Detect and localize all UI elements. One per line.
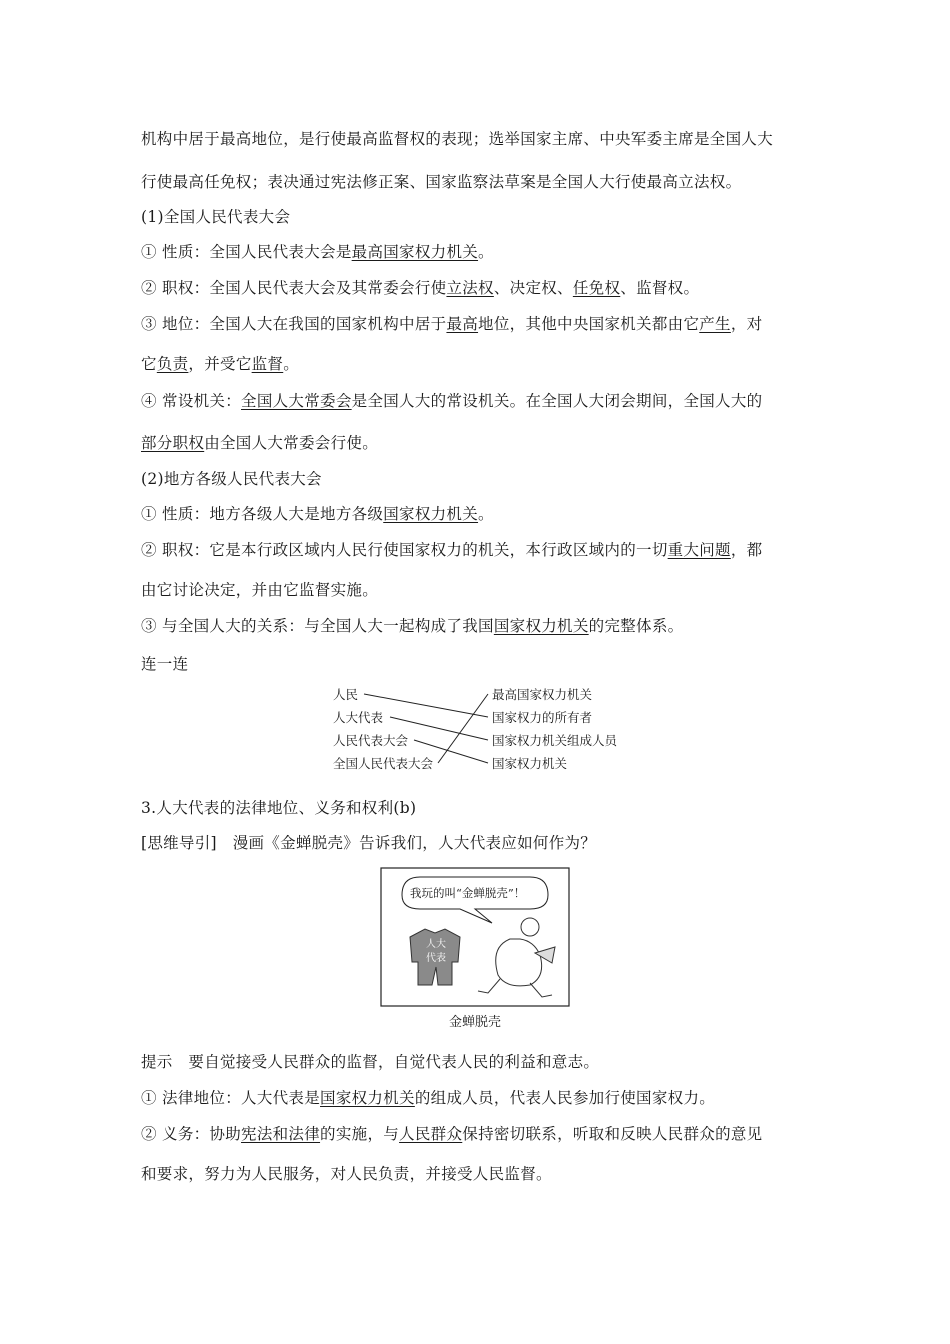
thinking-guide: [思维导引] 漫画《金蝉脱壳》告诉我们，人大代表应如何作为？ xyxy=(141,834,597,852)
match-line xyxy=(364,694,488,717)
answer-blank: 国家权力机关 xyxy=(320,1089,415,1107)
s1-status-line-2 xyxy=(141,352,299,374)
text: ③ 地位：全国人大在我国的国家机构中居于 xyxy=(141,315,447,333)
match-right-3: 国家权力机关组成人员 xyxy=(492,733,618,748)
text: ① 性质：地方各级人大是地方各级 xyxy=(141,505,384,523)
match-line xyxy=(390,717,488,740)
s2-nature xyxy=(141,502,494,524)
answer-blank: 宪法和法律 xyxy=(241,1125,321,1143)
text: 、决定权、 xyxy=(493,279,573,297)
s3-duties-line-2: 和要求，努力为人民服务，对人民负责，并接受人民监督。 xyxy=(141,1165,552,1183)
s1-status-line-1 xyxy=(141,312,762,334)
answer-blank: 产生 xyxy=(699,315,731,333)
intro-line-1: 机构中居于最高地位，是行使最高监督权的表现；选举国家主席、中央军委主席是全国人大 xyxy=(141,130,774,148)
text: ② 义务：协助 xyxy=(141,1125,242,1143)
text: 由全国人大常委会行使。 xyxy=(204,434,379,452)
cartoon-caption: 金蝉脱壳 xyxy=(449,1015,502,1030)
text: 。 xyxy=(283,355,300,373)
text: 保持密切联系，听取和反映人民群众的意见 xyxy=(462,1125,763,1143)
match-lines xyxy=(330,683,630,779)
s3-legal-status xyxy=(141,1086,715,1108)
answer-blank: 人民群众 xyxy=(399,1125,463,1143)
text: 、监督权。 xyxy=(620,279,700,297)
match-left-3: 人民代表大会 xyxy=(333,733,409,748)
match-left-1: 人民 xyxy=(333,687,359,702)
text: 。 xyxy=(478,505,494,523)
s2-powers-line-1 xyxy=(141,538,762,560)
text: 的完整体系。 xyxy=(588,617,684,635)
intro-line-2: 行使最高任免权；表决通过宪法修正案、国家监察法草案是全国人大行使最高立法权。 xyxy=(141,173,742,191)
text: ④ 常设机关： xyxy=(141,392,242,410)
text: ③ 与全国人大的关系：与全国人大一起构成了我国 xyxy=(141,617,494,635)
text: ，对 xyxy=(730,315,763,333)
text: 的实施，与 xyxy=(320,1125,400,1143)
match-label: 连一连 xyxy=(141,655,189,673)
text: 的组成人员，代表人民参加行使国家权力。 xyxy=(414,1089,716,1107)
answer-blank: 任免权 xyxy=(572,279,621,297)
text: 。 xyxy=(478,243,494,261)
match-line xyxy=(414,740,488,763)
match-left-2: 人大代表 xyxy=(333,710,384,725)
match-right-2: 国家权力的所有者 xyxy=(492,710,593,725)
answer-blank: 负责 xyxy=(156,355,189,373)
s3-duties-line-1 xyxy=(141,1122,762,1144)
answer-blank: 最高 xyxy=(446,315,479,333)
s1-nature xyxy=(141,240,494,262)
coat-label-2: 代表 xyxy=(426,953,446,964)
section-3-heading: 3.人大代表的法律地位、义务和权利(b) xyxy=(141,799,417,817)
answer-blank: 全国人大常委会 xyxy=(241,392,352,410)
answer-blank: 国家权力机关 xyxy=(493,617,589,635)
answer-blank: 重大问题 xyxy=(667,541,731,559)
text: 它 xyxy=(141,355,157,373)
s2-powers-line-2: 由它讨论决定，并由它监督实施。 xyxy=(141,581,379,599)
match-left-4: 全国人民代表大会 xyxy=(333,756,434,771)
section-1-heading: (1)全国人民代表大会 xyxy=(141,208,291,226)
text: ② 职权：它是本行政区域内人民行使国家权力的机关，本行政区域内的一切 xyxy=(141,541,668,559)
s1-powers xyxy=(141,276,699,298)
match-right-4: 国家权力机关 xyxy=(492,756,568,771)
match-right-1: 最高国家权力机关 xyxy=(492,687,593,702)
text: ，并受它 xyxy=(188,355,252,373)
text: 是全国人大的常设机关。在全国人大闭会期间，全国人大的 xyxy=(351,392,763,410)
s1-standing-body-line-1 xyxy=(141,389,762,411)
s1-standing-body-line-2 xyxy=(141,431,378,453)
answer-blank: 监督 xyxy=(251,355,284,373)
match-diagram xyxy=(330,683,630,779)
match-line xyxy=(438,694,488,763)
cartoon-speech: 我玩的叫“金蝉脱壳”！ xyxy=(410,886,526,900)
text: ① 法律地位：人大代表是 xyxy=(141,1089,321,1107)
text: ② 职权：全国人民代表大会及其常委会行使 xyxy=(141,279,447,297)
answer-blank: 国家权力机关 xyxy=(383,505,479,523)
answer-blank: 立法权 xyxy=(446,279,494,297)
text: ，都 xyxy=(730,541,763,559)
text: ① 性质：全国人民代表大会是 xyxy=(141,243,352,261)
cartoon-illustration xyxy=(380,867,570,1007)
section-2-heading: (2)地方各级人民代表大会 xyxy=(141,470,322,488)
s2-relation xyxy=(141,614,683,636)
answer-blank: 最高国家权力机关 xyxy=(351,243,479,261)
answer-blank: 部分职权 xyxy=(141,434,205,452)
hint: 提示 要自觉接受人民群众的监督，自觉代表人民的利益和意志。 xyxy=(141,1053,600,1071)
coat-label-1: 人大 xyxy=(426,939,446,950)
text: 地位，其他中央国家机关都由它 xyxy=(478,315,700,333)
